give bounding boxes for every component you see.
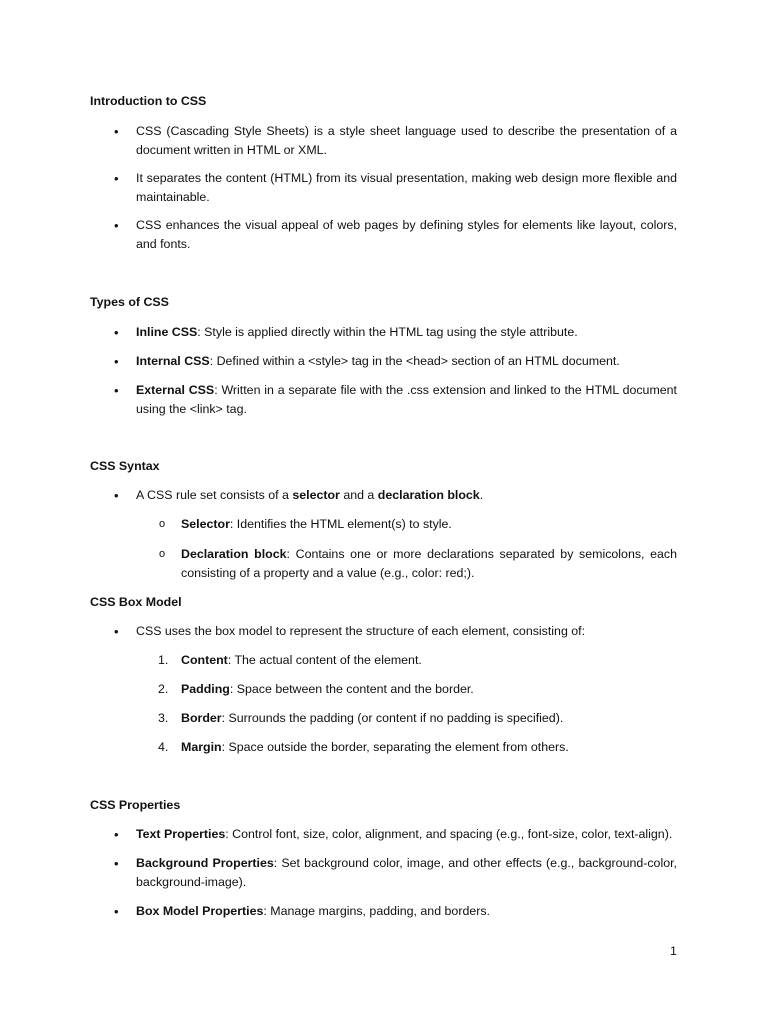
heading-syntax: CSS Syntax [90,459,160,473]
term: Internal CSS [136,354,210,368]
syntax-sub-declaration: Declaration block: Contains one or more declarations separated by semicolons, each consisting of a property and a value (e.g., color: red;). [181,547,678,580]
term: External CSS [136,383,215,397]
bullet-icon: • [114,827,119,842]
boxmodel-item-margin: Margin: Space outside the border, separating the element from others. [181,740,569,754]
syntax-lead: A CSS rule set consists of a selector and a declaration block. [136,488,484,502]
boxmodel-item-padding: Padding: Space between the content and the border. [181,682,474,696]
types-item-inline: Inline CSS: Style is applied directly within the HTML tag using the style attribute. [136,325,578,339]
circle-bullet-icon: o [159,548,166,560]
bullet-icon: • [114,354,119,369]
boxmodel-lead: CSS uses the box model to represent the structure of each element, consisting of: [136,624,586,638]
heading-box-model: CSS Box Model [90,595,182,609]
types-item-external: External CSS: Written in a separate file with the .css extension and linked to the HTML document using the <link> tag. [136,383,677,416]
list-number: 2. [158,682,169,696]
heading-types: Types of CSS [90,295,169,309]
term: Inline CSS [136,325,198,339]
list-number: 1. [158,653,169,667]
circle-bullet-icon: o [159,518,166,530]
intro-item-3: CSS enhances the visual appeal of web pages by defining styles for elements like layout, colors, and fonts. [136,218,677,251]
props-item-background: Background Properties: Set background color, image, and other effects (e.g., background-color, background-image). [136,856,677,889]
syntax-sub-selector: Selector: Identifies the HTML element(s) to style. [181,517,452,531]
page-number: 1 [670,944,677,958]
bullet-icon: • [114,124,119,139]
heading-properties: CSS Properties [90,798,181,812]
types-item-internal: Internal CSS: Defined within a <style> tag in the <head> section of an HTML document. [136,354,620,368]
list-number: 3. [158,711,169,725]
bullet-icon: • [114,856,119,871]
boxmodel-item-border: Border: Surrounds the padding (or content if no padding is specified). [181,711,564,725]
bullet-icon: • [114,904,119,919]
bullet-icon: • [114,624,119,639]
boxmodel-item-content: Content: The actual content of the element. [181,653,422,667]
intro-item-1: CSS (Cascading Style Sheets) is a style sheet language used to describe the presentation of a document written in HTML or XML. [136,124,677,157]
props-item-text: Text Properties: Control font, size, color, alignment, and spacing (e.g., font-size, color, text-align). [136,827,673,841]
heading-introduction: Introduction to CSS [90,94,207,108]
list-number: 4. [158,740,169,754]
bullet-icon: • [114,383,119,398]
bullet-icon: • [114,218,119,233]
intro-item-2: It separates the content (HTML) from its visual presentation, making web design more flexible and maintainable. [136,171,677,204]
bullet-icon: • [114,488,119,503]
bullet-icon: • [114,171,119,186]
props-item-box-model: Box Model Properties: Manage margins, padding, and borders. [136,904,490,918]
bullet-icon: • [114,325,119,340]
